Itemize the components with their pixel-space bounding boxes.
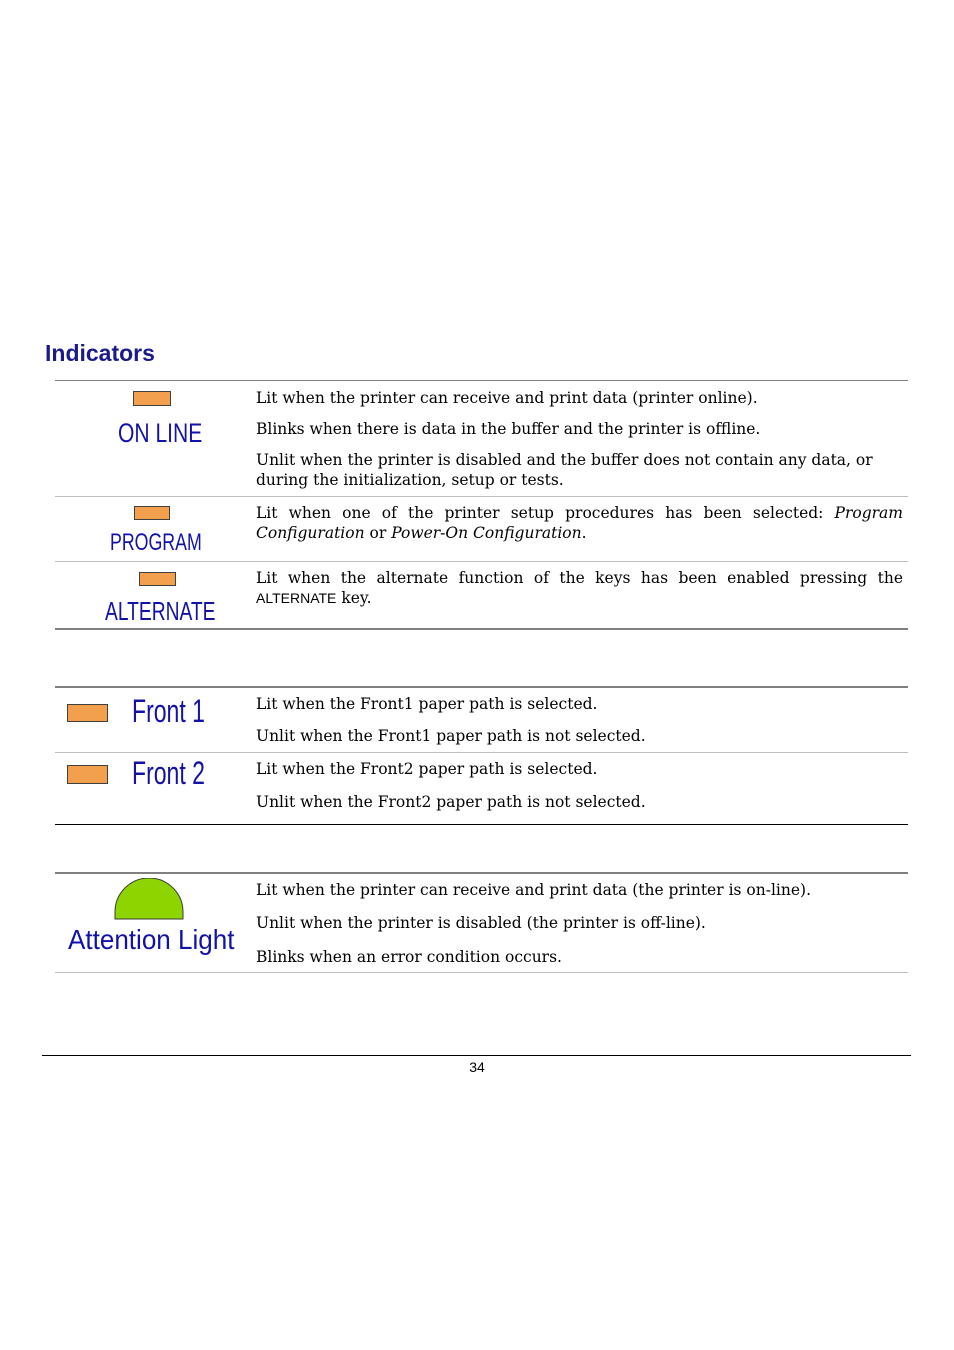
online-led-icon <box>133 391 171 406</box>
program-label: PROGRAM <box>110 529 202 556</box>
indicator-table-panel <box>55 380 908 630</box>
table-bottom-rule <box>55 972 908 973</box>
front2-led-icon <box>67 765 108 784</box>
indicator-row-attention <box>55 874 908 972</box>
front2-desc-1: Lit when the Front2 paper path is selected. <box>256 760 598 778</box>
indicator-row-program <box>55 497 908 561</box>
page-number: 34 <box>469 1059 485 1075</box>
table-bottom-rule <box>55 628 908 630</box>
alternate-key-name: ALTERNATE <box>256 590 337 606</box>
online-desc-3: Unlit when the printer is disabled and the buffer does not contain any data, or during the initialization, setup or tests. <box>256 451 873 489</box>
online-label: ON LINE <box>118 418 203 448</box>
online-desc-2: Blinks when there is data in the buffer and the printer is offline. <box>256 420 761 438</box>
online-desc-1: Lit when the printer can receive and print data (printer online). <box>256 389 758 407</box>
front1-led-icon <box>67 704 108 722</box>
paper-path-table-panel <box>55 686 908 826</box>
front2-desc-2: Unlit when the Front2 paper path is not selected. <box>256 793 646 811</box>
indicator-row-alternate <box>55 562 908 628</box>
attention-light-icon <box>114 878 184 920</box>
alternate-desc: Lit when the alternate function of the keys has been enabled pressing the ALTERNATE key. <box>256 569 903 607</box>
front2-label: Front 2 <box>132 755 205 791</box>
footer-rule <box>42 1055 911 1056</box>
front1-desc-1: Lit when the Front1 paper path is selected. <box>256 695 598 713</box>
indicator-row-front1 <box>55 688 908 752</box>
program-led-icon <box>134 506 170 520</box>
attention-desc-2: Unlit when the printer is disabled (the printer is off-line). <box>256 914 706 932</box>
indicator-row-online <box>55 380 908 496</box>
attention-desc-1: Lit when the printer can receive and print data (the printer is on-line). <box>256 881 812 899</box>
alternate-label: ALTERNATE <box>105 596 216 626</box>
program-desc: Lit when one of the printer setup procedures has been selected: Program Configuration or Power-On Configuration. <box>256 504 903 542</box>
attention-table-panel <box>55 872 908 974</box>
attention-desc-3: Blinks when an error condition occurs. <box>256 948 562 966</box>
front1-desc-2: Unlit when the Front1 paper path is not selected. <box>256 727 646 745</box>
table-bottom-rule <box>55 824 908 825</box>
section-heading: Indicators <box>45 340 155 366</box>
indicator-row-front2 <box>55 753 908 824</box>
attention-light-label: Attention Light <box>68 924 235 955</box>
front1-label: Front 1 <box>132 693 205 729</box>
alternate-led-icon <box>139 572 176 586</box>
